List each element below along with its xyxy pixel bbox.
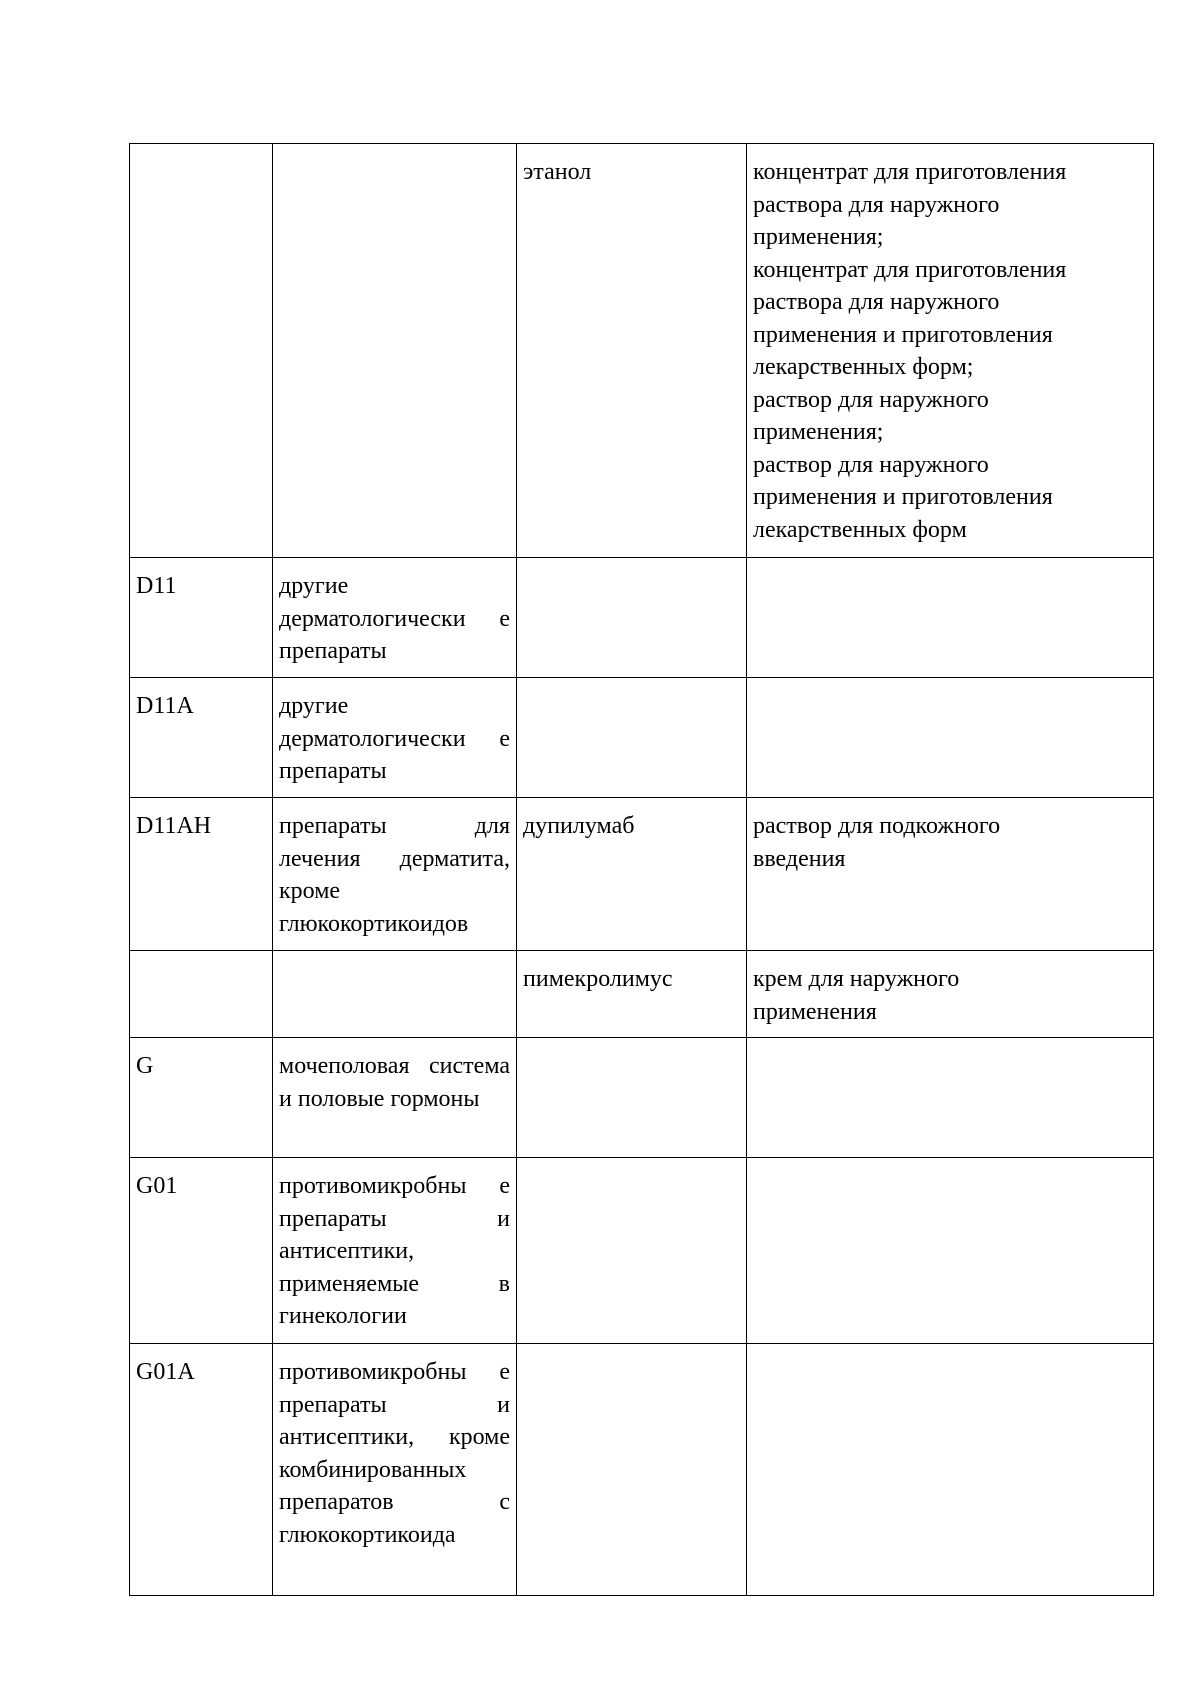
dosage-form-cell [747, 1344, 1154, 1596]
atc-code-cell: D11 [130, 558, 273, 678]
dosage-form-cell [747, 1038, 1154, 1158]
table-row [130, 678, 1154, 798]
dosage-form-line: применения и приготовления [753, 321, 1053, 348]
table-row [130, 558, 1154, 678]
atc-code-cell: D11AH [130, 798, 273, 951]
dosage-form-line: применения; [753, 224, 884, 250]
dosage-form-cell [747, 951, 1154, 1038]
drug-name-cell: дупилумаб [517, 798, 747, 951]
group-name-cell: другие дерматологически е препараты [273, 678, 517, 798]
dosage-form-line: лекарственных форм [753, 516, 967, 543]
group-name-cell: противомикробны е препараты и антисептики, кроме комбинированных препаратов с глюкокортикоида [273, 1344, 517, 1596]
group-name-cell [273, 951, 517, 1038]
table-row [130, 1344, 1154, 1596]
dosage-form-line: концентрат для приготовления [753, 256, 1067, 283]
atc-code-cell: G [130, 1038, 273, 1158]
dosage-form-cell [747, 798, 1154, 951]
drug-name-cell [517, 1344, 747, 1596]
table-row [130, 1158, 1154, 1344]
atc-code-cell [130, 144, 273, 558]
drug-name-cell [517, 1038, 747, 1158]
dosage-form-line: раствора для наружного [753, 289, 1000, 315]
drug-name-cell [517, 678, 747, 798]
drug-name-cell [517, 558, 747, 678]
drug-name-cell [517, 1158, 747, 1344]
dosage-form-line: раствор для наружного [753, 451, 989, 478]
dosage-form-line: введения [753, 845, 846, 872]
dosage-form-cell [747, 1158, 1154, 1344]
table-row [130, 798, 1154, 951]
dosage-form-line: применения и приготовления [753, 484, 1053, 510]
group-name-cell [273, 144, 517, 558]
dosage-form-line: применения [753, 998, 877, 1025]
atc-code-cell: D11A [130, 678, 273, 798]
table-row [130, 1038, 1154, 1158]
dosage-form-line: лекарственных форм; [753, 354, 974, 380]
dosage-form-line: концентрат для приготовления [753, 159, 1067, 185]
atc-code-cell [130, 951, 273, 1038]
atc-code-cell: G01A [130, 1344, 273, 1596]
drug-name-cell: пимекролимус [517, 951, 747, 1038]
dosage-form-cell [747, 678, 1154, 798]
atc-code-cell: G01 [130, 1158, 273, 1344]
dosage-form-line: крем для наружного [753, 966, 960, 992]
table-row [130, 951, 1154, 1038]
table-row [130, 144, 1154, 558]
dosage-form-cell [747, 144, 1154, 558]
dosage-form-line: раствора для наружного [753, 191, 1000, 218]
group-name-cell: мочеполовая система и половые гормоны [273, 1038, 517, 1158]
drug-name-cell: этанол [517, 144, 747, 558]
dosage-form-line: раствор для подкожного [753, 813, 1001, 839]
dosage-form-line: применения; [753, 419, 884, 445]
group-name-cell: противомикробны е препараты и антисептики, применяемые в гинекологии [273, 1158, 517, 1344]
dosage-form-cell [747, 558, 1154, 678]
drug-table [129, 143, 1154, 1596]
dosage-form-line: раствор для наружного [753, 386, 989, 413]
group-name-cell: препараты для лечения дерматита, кроме глюкокортикоидов [273, 798, 517, 951]
group-name-cell: другие дерматологически е препараты [273, 558, 517, 678]
